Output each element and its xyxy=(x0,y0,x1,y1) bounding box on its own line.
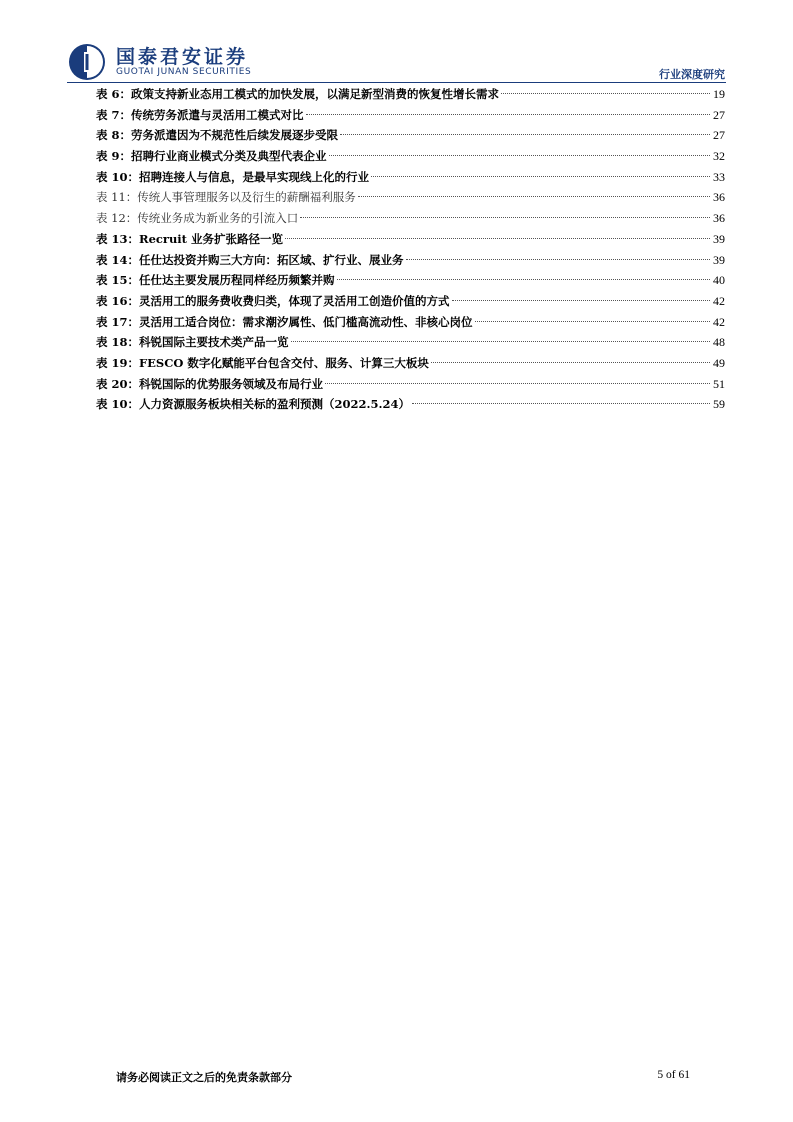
toc-entry[interactable] xyxy=(96,250,725,271)
toc-entry-label[interactable]: 表 17：灵活用工适合岗位：需求潮汐属性、低门槛高流动性、非核心岗位 xyxy=(96,314,473,329)
toc-entry-page[interactable]: 42 xyxy=(713,314,725,329)
toc-entry-page[interactable]: 51 xyxy=(713,376,725,391)
toc-entry[interactable] xyxy=(96,270,725,291)
report-type-label: 行业深度研究 xyxy=(659,68,725,81)
brand-name-cn: 国泰君安证券 xyxy=(116,46,249,68)
toc-leader-dots xyxy=(329,155,710,156)
toc-entry-page[interactable]: 49 xyxy=(713,355,725,370)
toc-entry-page[interactable]: 59 xyxy=(713,397,725,412)
toc-leader-dots xyxy=(291,341,710,342)
guotai-junan-logo-icon xyxy=(67,42,107,82)
toc-entry-page[interactable]: 27 xyxy=(713,107,725,122)
toc-entry-page[interactable]: 32 xyxy=(713,149,725,164)
toc-entry-label[interactable]: 表 13：Recruit 业务扩张路径一览 xyxy=(96,231,283,246)
toc-entry-page[interactable]: 33 xyxy=(713,169,725,184)
toc-entry[interactable] xyxy=(96,105,725,126)
toc-leader-dots xyxy=(406,259,710,260)
toc-entry[interactable] xyxy=(96,125,725,146)
toc-entry[interactable] xyxy=(96,374,725,395)
page-header xyxy=(0,0,793,90)
toc-entry-label[interactable]: 表 7：传统劳务派遣与灵活用工模式对比 xyxy=(96,107,304,122)
toc-leader-dots xyxy=(300,217,710,218)
toc-leader-dots xyxy=(371,176,710,177)
toc-entry-page[interactable]: 39 xyxy=(713,231,725,246)
toc-entry-label[interactable]: 表 11：传统人事管理服务以及衍生的薪酬福利服务 xyxy=(96,190,356,205)
toc-leader-dots xyxy=(452,300,710,301)
toc-entry-label[interactable]: 表 9：招聘行业商业模式分类及典型代表企业 xyxy=(96,149,327,164)
table-of-contents xyxy=(96,84,725,415)
toc-leader-dots xyxy=(431,362,710,363)
toc-entry[interactable] xyxy=(96,84,725,105)
toc-entry[interactable] xyxy=(96,187,725,208)
toc-entry-page[interactable]: 40 xyxy=(713,273,725,288)
toc-entry-label[interactable]: 表 16：灵活用工的服务费收费归类，体现了灵活用工创造价值的方式 xyxy=(96,293,450,308)
toc-leader-dots xyxy=(337,279,710,280)
toc-entry-page[interactable]: 36 xyxy=(713,211,725,226)
toc-leader-dots xyxy=(325,383,710,384)
disclaimer-note: 请务必阅读正文之后的免责条款部分 xyxy=(116,1071,292,1084)
brand-name-en: GUOTAI JUNAN SECURITIES xyxy=(116,67,252,77)
toc-entry-label[interactable]: 表 12：传统业务成为新业务的引流入口 xyxy=(96,211,299,226)
toc-entry-label[interactable]: 表 8：劳务派遣因为不规范性后续发展逐步受限 xyxy=(96,128,339,143)
toc-entry-page[interactable]: 39 xyxy=(713,252,725,267)
toc-entry-label[interactable]: 表 10：招聘连接人与信息，是最早实现线上化的行业 xyxy=(96,169,370,184)
toc-entry-label[interactable]: 表 20：科锐国际的优势服务领域及布局行业 xyxy=(96,376,324,391)
toc-entry[interactable] xyxy=(96,146,725,167)
toc-entry-page[interactable]: 27 xyxy=(713,128,725,143)
toc-entry-page[interactable]: 19 xyxy=(713,87,725,101)
toc-leader-dots xyxy=(358,196,710,197)
toc-entry-page[interactable]: 36 xyxy=(713,190,725,205)
toc-entry-label[interactable]: 表 19：FESCO 数字化赋能平台包含交付、服务、计算三大板块 xyxy=(96,355,429,370)
toc-entry[interactable] xyxy=(96,229,725,250)
toc-leader-dots xyxy=(475,321,710,322)
toc-leader-dots xyxy=(285,238,710,239)
toc-leader-dots xyxy=(340,134,710,135)
toc-entry-label[interactable]: 表 15：任仕达主要发展历程同样经历频繁并购 xyxy=(96,273,335,288)
toc-entry-label[interactable]: 表 18：科锐国际主要技术类产品一览 xyxy=(96,335,289,350)
toc-entry[interactable] xyxy=(96,332,725,353)
header-divider xyxy=(67,82,726,83)
toc-entry[interactable] xyxy=(96,167,725,188)
toc-entry-label[interactable]: 表 10：人力资源服务板块相关标的盈利预测（2022.5.24） xyxy=(96,397,411,412)
toc-leader-dots xyxy=(501,93,710,94)
toc-entry-label[interactable]: 表 14：任仕达投资并购三大方向：拓区域、扩行业、展业务 xyxy=(96,252,404,267)
toc-entry-page[interactable]: 42 xyxy=(713,293,725,308)
toc-entry[interactable] xyxy=(96,353,725,374)
toc-leader-dots xyxy=(306,114,710,115)
page-number: 5 of 61 xyxy=(657,1069,690,1081)
toc-leader-dots xyxy=(412,403,710,404)
toc-entry-label[interactable]: 表 6：政策支持新业态用工模式的加快发展，以满足新型消费的恢复性增长需求 xyxy=(96,87,500,101)
toc-entry[interactable] xyxy=(96,312,725,333)
toc-entry[interactable] xyxy=(96,394,725,415)
toc-entry-page[interactable]: 48 xyxy=(713,335,725,350)
toc-entry[interactable] xyxy=(96,291,725,312)
toc-entry[interactable] xyxy=(96,208,725,229)
